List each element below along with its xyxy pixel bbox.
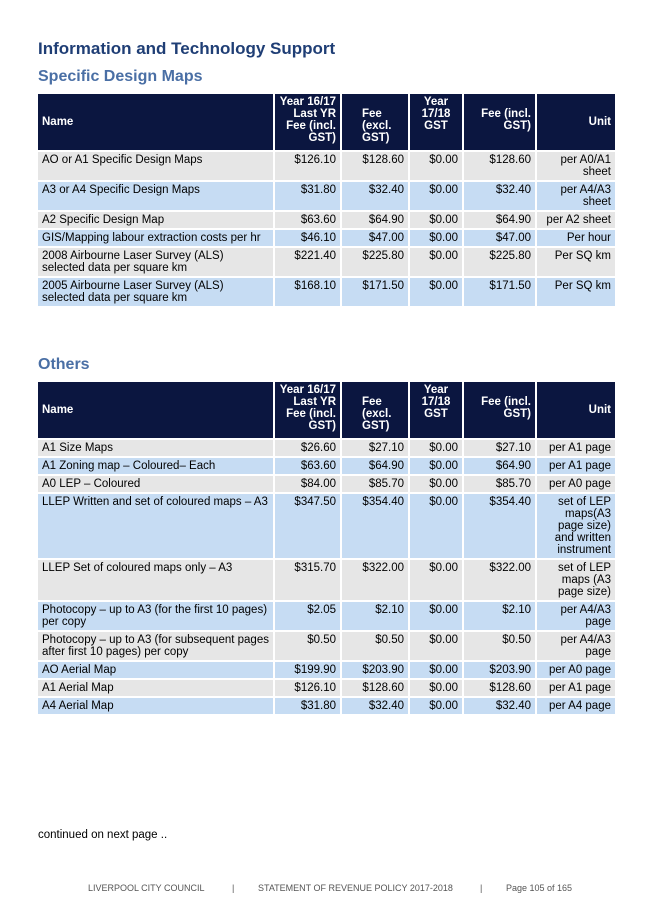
table-row [38, 678, 615, 696]
cell-fee-excl: $2.10 [342, 600, 410, 630]
cell-unit: per A4/A3 page [537, 600, 615, 630]
cell-fee-excl: $32.40 [342, 180, 410, 210]
header-year-17-18-label: Year 17/18 [421, 384, 451, 408]
table-row [38, 696, 615, 714]
footer-policy: STATEMENT OF REVENUE POLICY 2017-2018 [258, 883, 453, 893]
cell-unit: per A4 page [537, 696, 615, 714]
table-row [38, 150, 615, 180]
cell-name: A1 Aerial Map [38, 678, 275, 696]
cell-gst: $0.00 [410, 180, 464, 210]
cell-fee-excl: $85.70 [342, 474, 410, 492]
cell-unit: per A4/A3 page [537, 630, 615, 660]
header-fee-excl [342, 382, 410, 438]
cell-fee-excl: $322.00 [342, 558, 410, 600]
cell-fee-excl: $203.90 [342, 660, 410, 678]
table-row [38, 246, 615, 276]
cell-fee-excl: $27.10 [342, 438, 410, 456]
header-fee-incl [464, 382, 537, 438]
cell-fee-excl: $64.90 [342, 456, 410, 474]
header-fee-excl [342, 94, 410, 150]
cell-name: Photocopy – up to A3 (for subsequent pages after first 10 pages) per copy [38, 630, 275, 660]
cell-last-yr-fee: $315.70 [275, 558, 342, 600]
cell-unit: per A1 page [537, 438, 615, 456]
table-row [38, 660, 615, 678]
cell-gst: $0.00 [410, 246, 464, 276]
table-row [38, 180, 615, 210]
cell-fee-excl: $64.90 [342, 210, 410, 228]
cell-gst: $0.00 [410, 492, 464, 558]
cell-last-yr-fee: $199.90 [275, 660, 342, 678]
cell-name: AO Aerial Map [38, 660, 275, 678]
table-body-specific-design-maps [38, 150, 615, 306]
table-row [38, 630, 615, 660]
cell-gst: $0.00 [410, 558, 464, 600]
cell-fee-incl: $2.10 [464, 600, 537, 630]
footer-separator: | [480, 883, 483, 893]
cell-name: A2 Specific Design Map [38, 210, 275, 228]
cell-last-yr-fee: $26.60 [275, 438, 342, 456]
header-gst: GST [424, 120, 448, 132]
cell-fee-incl: $32.40 [464, 696, 537, 714]
table-row [38, 228, 615, 246]
header-gst: GST [424, 408, 448, 420]
cell-fee-incl: $354.40 [464, 492, 537, 558]
cell-fee-incl: $128.60 [464, 678, 537, 696]
cell-last-yr-fee: $84.00 [275, 474, 342, 492]
cell-last-yr-fee: $31.80 [275, 696, 342, 714]
cell-unit: set of LEP maps (A3 page size) [537, 558, 615, 600]
cell-unit: per A1 page [537, 678, 615, 696]
cell-name: A1 Size Maps [38, 438, 275, 456]
table-body-others [38, 438, 615, 714]
cell-fee-incl: $171.50 [464, 276, 537, 306]
header-fee-incl [464, 94, 537, 150]
page-title: Information and Technology Support [38, 39, 336, 58]
header-year-16-17 [275, 94, 342, 150]
cell-last-yr-fee: $126.10 [275, 150, 342, 180]
table-row [38, 276, 615, 306]
cell-fee-excl: $128.60 [342, 150, 410, 180]
cell-unit: per A2 sheet [537, 210, 615, 228]
cell-fee-incl: $225.80 [464, 246, 537, 276]
cell-fee-excl: $354.40 [342, 492, 410, 558]
header-name: Name [38, 382, 275, 438]
table-row [38, 474, 615, 492]
table-row [38, 558, 615, 600]
header-year-17-18-label: Year 17/18 [421, 96, 451, 120]
header-year-17-18 [410, 94, 464, 150]
cell-gst: $0.00 [410, 438, 464, 456]
header-fee-incl-label: Fee (incl. GST) [481, 108, 531, 132]
cell-gst: $0.00 [410, 210, 464, 228]
footer-council: LIVERPOOL CITY COUNCIL [88, 883, 205, 893]
cell-name: AO or A1 Specific Design Maps [38, 150, 275, 180]
cell-fee-incl: $85.70 [464, 474, 537, 492]
cell-name: A4 Aerial Map [38, 696, 275, 714]
table-row [38, 210, 615, 228]
cell-last-yr-fee: $63.60 [275, 210, 342, 228]
header-fee-excl-label: Fee (excl. GST) [362, 108, 392, 144]
cell-gst: $0.00 [410, 456, 464, 474]
cell-fee-incl: $322.00 [464, 558, 537, 600]
cell-last-yr-fee: $2.05 [275, 600, 342, 630]
cell-gst: $0.00 [410, 228, 464, 246]
cell-gst: $0.00 [410, 660, 464, 678]
cell-fee-excl: $128.60 [342, 678, 410, 696]
cell-last-yr-fee: $31.80 [275, 180, 342, 210]
cell-last-yr-fee: $347.50 [275, 492, 342, 558]
section-title-others: Others [38, 356, 90, 373]
fees-table-others [38, 382, 615, 714]
cell-unit: per A0/A1 sheet [537, 150, 615, 180]
cell-gst: $0.00 [410, 678, 464, 696]
cell-name: LLEP Set of coloured maps only – A3 [38, 558, 275, 600]
cell-last-yr-fee: $126.10 [275, 678, 342, 696]
cell-last-yr-fee: $0.50 [275, 630, 342, 660]
cell-fee-incl: $32.40 [464, 180, 537, 210]
header-name: Name [38, 94, 275, 150]
cell-fee-excl: $225.80 [342, 246, 410, 276]
cell-unit: per A0 page [537, 474, 615, 492]
cell-fee-excl: $171.50 [342, 276, 410, 306]
cell-unit: per A1 page [537, 456, 615, 474]
cell-unit: Per SQ km [537, 246, 615, 276]
header-unit: Unit [537, 94, 615, 150]
section-title-specific-design-maps: Specific Design Maps [38, 68, 203, 85]
cell-unit: Per hour [537, 228, 615, 246]
cell-name: Photocopy – up to A3 (for the first 10 pages) per copy [38, 600, 275, 630]
table-row [38, 492, 615, 558]
cell-last-yr-fee: $46.10 [275, 228, 342, 246]
fees-table-specific-design-maps [38, 94, 615, 306]
cell-unit: set of LEP maps(A3 page size) and written instrument [537, 492, 615, 558]
cell-fee-incl: $64.90 [464, 456, 537, 474]
table-row [38, 456, 615, 474]
footer-separator: | [232, 883, 235, 893]
table-row [38, 600, 615, 630]
cell-fee-incl: $203.90 [464, 660, 537, 678]
header-last-yr-fee: Last YR Fee (incl. GST) [286, 396, 336, 432]
cell-unit: per A4/A3 sheet [537, 180, 615, 210]
cell-fee-incl: $27.10 [464, 438, 537, 456]
cell-name: 2005 Airbourne Laser Survey (ALS) selected data per square km [38, 276, 275, 306]
cell-last-yr-fee: $63.60 [275, 456, 342, 474]
cell-gst: $0.00 [410, 276, 464, 306]
cell-name: GIS/Mapping labour extraction costs per hr [38, 228, 275, 246]
cell-gst: $0.00 [410, 474, 464, 492]
cell-fee-excl: $32.40 [342, 696, 410, 714]
cell-fee-excl: $0.50 [342, 630, 410, 660]
cell-fee-incl: $47.00 [464, 228, 537, 246]
header-unit: Unit [537, 382, 615, 438]
cell-unit: Per SQ km [537, 276, 615, 306]
cell-fee-excl: $47.00 [342, 228, 410, 246]
header-year-16-17-label: Year 16/17 [279, 96, 336, 108]
footer-page-number: Page 105 of 165 [506, 883, 573, 893]
cell-name: 2008 Airbourne Laser Survey (ALS) selected data per square km [38, 246, 275, 276]
cell-gst: $0.00 [410, 600, 464, 630]
header-fee-excl-label: Fee (excl. GST) [362, 396, 392, 432]
cell-last-yr-fee: $168.10 [275, 276, 342, 306]
cell-name: LLEP Written and set of coloured maps – A3 [38, 492, 275, 558]
continued-note: continued on next page .. [38, 829, 168, 841]
header-year-16-17 [275, 382, 342, 438]
cell-last-yr-fee: $221.40 [275, 246, 342, 276]
header-last-yr-fee: Last YR Fee (incl. GST) [286, 108, 336, 144]
cell-name: A1 Zoning map – Coloured– Each [38, 456, 275, 474]
cell-unit: per A0 page [537, 660, 615, 678]
cell-gst: $0.00 [410, 150, 464, 180]
cell-fee-incl: $64.90 [464, 210, 537, 228]
header-year-17-18 [410, 382, 464, 438]
cell-gst: $0.00 [410, 696, 464, 714]
cell-fee-incl: $0.50 [464, 630, 537, 660]
cell-fee-incl: $128.60 [464, 150, 537, 180]
table-row [38, 438, 615, 456]
header-fee-incl-label: Fee (incl. GST) [481, 396, 531, 420]
cell-name: A0 LEP – Coloured [38, 474, 275, 492]
cell-gst: $0.00 [410, 630, 464, 660]
header-year-16-17-label: Year 16/17 [279, 384, 336, 396]
cell-name: A3 or A4 Specific Design Maps [38, 180, 275, 210]
